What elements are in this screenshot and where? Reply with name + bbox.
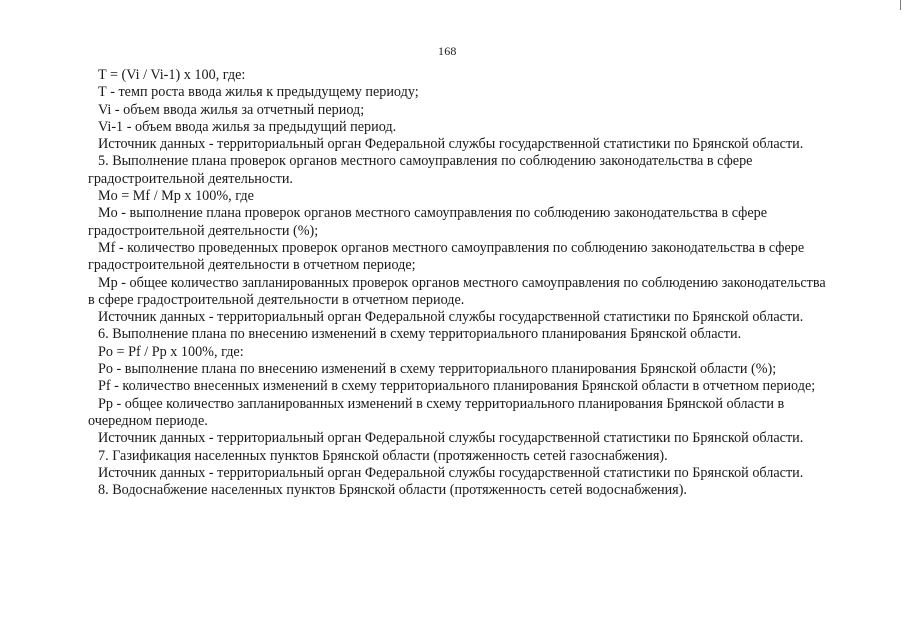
definition-mf: Mf - количество проведенных проверок органов местного самоуправления по соблюдению законодательства в сфере градостроительной деятельности в отчетном периоде; bbox=[88, 239, 805, 274]
definition-po: Po - выполнение плана по внесению изменений в схему территориального планирования Брянской области (%); bbox=[98, 361, 777, 378]
indicator-7-heading: 7. Газификация населенных пунктов Брянской области (протяженность сетей газоснабжения). bbox=[98, 447, 668, 464]
data-source: Источник данных - территориальный орган Федеральной службы государственной статистики по Брянской области. bbox=[98, 309, 804, 326]
formula-po: Po = Pf / Pp x 100%, где: bbox=[98, 343, 244, 360]
page-number: 168 bbox=[438, 44, 457, 58]
indicator-5-heading: 5. Выполнение плана проверок органов местного самоуправления по соблюдению законодательства в сфере градостроительной деятельности. bbox=[88, 153, 753, 187]
formula-growth-rate: T = (Vi / Vi-1) x 100, где: bbox=[98, 67, 246, 83]
definition-pp: Pp - общее количество запланированных изменений в схему территориального планирования Брянской области в очередном периоде. bbox=[88, 395, 785, 429]
definition-mp: Mp - общее количество запланированных проверок органов местного самоуправления по соблюдению законодательства в сфере градостроительной деятельности в отчетном периоде. bbox=[88, 274, 826, 308]
data-source: Источник данных - территориальный орган Федеральной службы государственной статистики по Брянской области. bbox=[98, 136, 804, 153]
definition-vi: Vi - объем ввода жилья за отчетный период; bbox=[98, 101, 365, 118]
indicator-6-heading: 6. Выполнение плана по внесению изменений в схему территориального планирования Брянской области. bbox=[98, 326, 742, 343]
formula-mo: Mo = Mf / Mp x 100%, где bbox=[98, 188, 254, 205]
scan-edge-mark bbox=[900, 0, 901, 10]
definition-t: Т - темп роста ввода жилья к предыдущему периоду; bbox=[98, 84, 419, 101]
data-source: Источник данных - территориальный орган Федеральной службы государственной статистики по Брянской области. bbox=[98, 430, 804, 447]
indicator-8-heading: 8. Водоснабжение населенных пунктов Брянской области (протяженность сетей водоснабжения). bbox=[98, 482, 687, 499]
definition-vi-1: Vi-1 - объем ввода жилья за предыдущий период. bbox=[98, 118, 397, 135]
definition-mo: Mo - выполнение плана проверок органов местного самоуправления по соблюдению законодательства в сфере градостроительной деятельности (%); bbox=[88, 205, 768, 239]
data-source: Источник данных - территориальный орган Федеральной службы государственной статистики по Брянской области. bbox=[98, 464, 804, 481]
definition-pf: Pf - количество внесенных изменений в схему территориального планирования Брянской области в отчетном периоде; bbox=[98, 378, 816, 395]
document-body bbox=[88, 67, 833, 499]
